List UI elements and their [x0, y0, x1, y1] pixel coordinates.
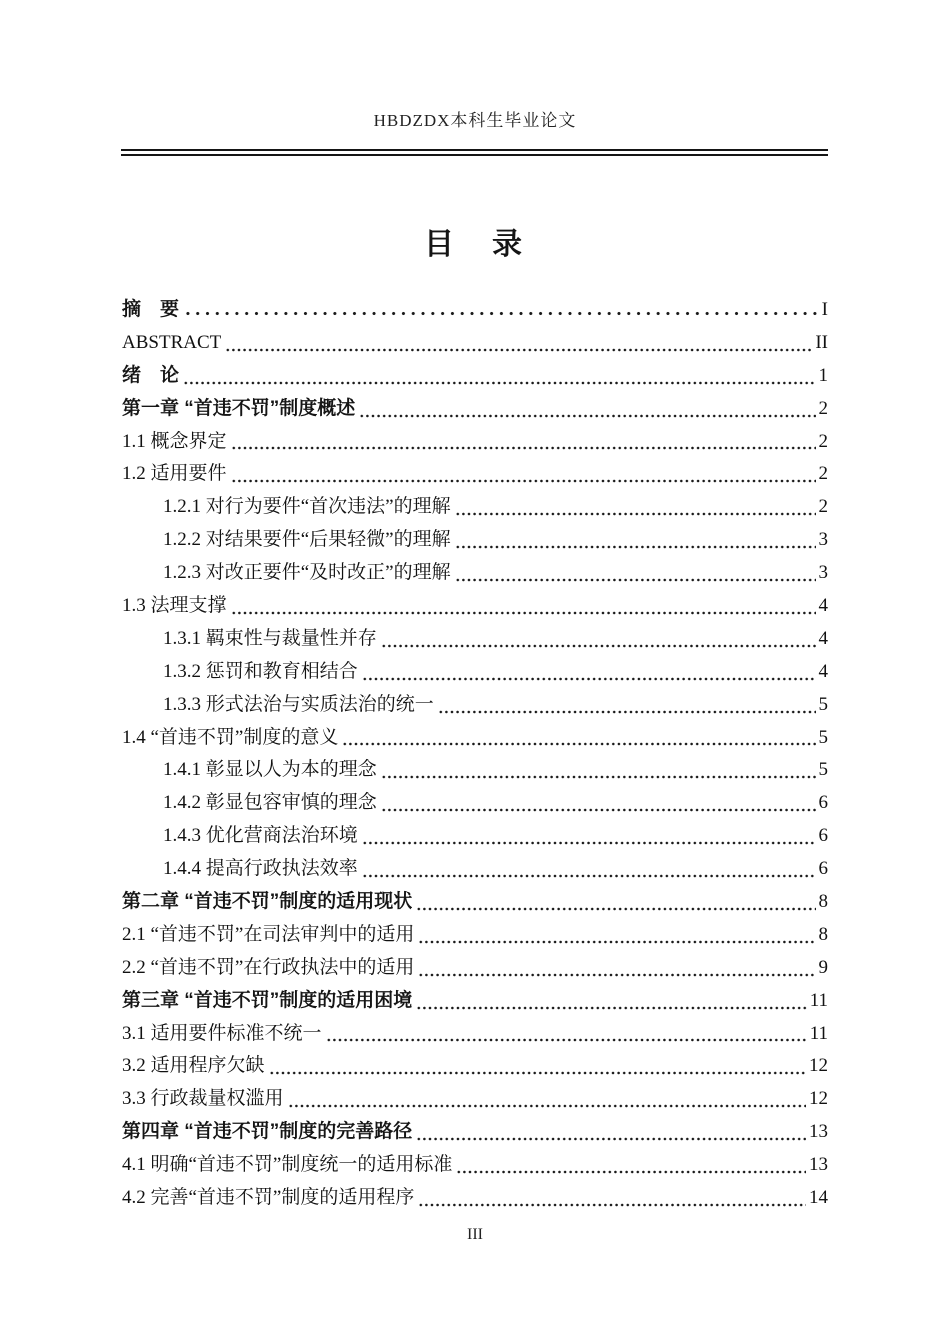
toc-entry[interactable] [122, 985, 828, 1018]
toc-dot-leader [455, 557, 816, 590]
toc-dot-leader [362, 853, 816, 886]
toc-list [122, 294, 828, 1215]
toc-page-number: 3 [818, 529, 828, 551]
header-double-rule [121, 149, 828, 156]
toc-entry-label: 1.3.3 形式法治与实质法治的统一 [163, 693, 434, 715]
toc-dot-leader [381, 623, 816, 656]
toc-page-number: 9 [818, 956, 828, 978]
toc-dot-leader [342, 722, 815, 755]
toc-entry-label: 1.4.4 提高行政执法效率 [163, 858, 358, 880]
toc-page-number: 6 [818, 858, 828, 880]
toc-page-number: 1 [818, 364, 828, 386]
toc-dot-leader [418, 952, 815, 985]
toc-entry[interactable] [122, 327, 828, 360]
toc-entry-label: 2.2 “首违不罚”在行政执法中的适用 [122, 956, 415, 978]
toc-entry[interactable] [122, 1149, 828, 1182]
toc-entry[interactable] [122, 656, 828, 689]
toc-entry[interactable] [122, 787, 828, 820]
toc-entry-label: 1.3 法理支撑 [122, 595, 227, 617]
toc-entry-label: 1.4.1 彰显以人为本的理念 [163, 759, 377, 781]
toc-entry-label: 4.1 明确“首违不罚”制度统一的适用标准 [122, 1154, 453, 1176]
toc-entry-label: 第一章 “首违不罚”制度概述 [122, 397, 356, 419]
toc-page-number: 6 [818, 792, 828, 814]
toc-dot-leader [362, 820, 816, 853]
toc-dot-leader [455, 524, 816, 557]
toc-entry[interactable] [122, 754, 828, 787]
toc-entry-label: 绪 论 [122, 364, 180, 386]
page-header-running-title: HBDZDX本科生毕业论文 [373, 111, 577, 130]
toc-dot-leader [438, 689, 816, 722]
toc-entry-label: 第三章 “首违不罚”制度的适用困境 [122, 989, 413, 1011]
toc-dot-leader [416, 985, 806, 1018]
toc-page-number: 4 [818, 595, 828, 617]
toc-entry[interactable] [122, 590, 828, 623]
toc-dot-leader [381, 754, 816, 787]
toc-dot-leader [455, 491, 816, 524]
toc-page-number: I [821, 299, 828, 320]
toc-entry[interactable] [122, 623, 828, 656]
toc-entry[interactable] [122, 491, 828, 524]
toc-page-number: II [815, 331, 828, 353]
toc-dot-leader [416, 886, 815, 919]
toc-page-number: 2 [818, 463, 828, 485]
toc-entry[interactable] [122, 919, 828, 952]
toc-entry-label: 4.2 完善“首违不罚”制度的适用程序 [122, 1187, 415, 1209]
toc-entry-label: 1.2.3 对改正要件“及时改正”的理解 [163, 562, 451, 584]
toc-page-number: 13 [809, 1121, 828, 1143]
toc-page-number: 2 [818, 397, 828, 419]
toc-page-number: 11 [809, 989, 828, 1011]
toc-dot-leader [231, 458, 816, 491]
toc-dot-leader [362, 656, 816, 689]
toc-dot-leader [381, 787, 816, 820]
toc-page-number: 8 [818, 891, 828, 913]
toc-dot-leader [231, 590, 816, 623]
toc-dot-leader [183, 294, 819, 327]
toc-entry-label: 1.4.2 彰显包容审慎的理念 [163, 792, 377, 814]
toc-entry[interactable] [122, 1083, 828, 1116]
toc-entry[interactable] [122, 393, 828, 426]
toc-page-number: 4 [818, 660, 828, 682]
toc-page-number: 13 [809, 1154, 828, 1176]
toc-entry-label: ABSTRACT [122, 331, 222, 353]
toc-page-number: 5 [818, 693, 828, 715]
toc-page-number: 5 [818, 726, 828, 748]
toc-entry[interactable] [122, 1050, 828, 1083]
toc-entry[interactable] [122, 952, 828, 985]
toc-dot-leader [418, 1182, 806, 1215]
toc-entry-label: 第四章 “首违不罚”制度的完善路径 [122, 1121, 413, 1143]
toc-entry[interactable] [122, 1116, 828, 1149]
toc-page-number: 14 [809, 1187, 828, 1209]
toc-dot-leader [418, 919, 815, 952]
toc-dot-leader [183, 360, 815, 393]
toc-entry[interactable] [122, 853, 828, 886]
toc-page-number: 2 [818, 430, 828, 452]
toc-dot-leader [231, 426, 816, 459]
toc-entry[interactable] [122, 524, 828, 557]
toc-entry[interactable] [122, 1182, 828, 1215]
toc-entry-label: 摘 要 [122, 299, 180, 320]
toc-entry-label: 3.2 适用程序欠缺 [122, 1055, 265, 1077]
toc-entry-label: 3.3 行政裁量权滥用 [122, 1088, 284, 1110]
toc-entry-label: 1.3.2 惩罚和教育相结合 [163, 660, 358, 682]
toc-entry-label: 1.2.1 对行为要件“首次违法”的理解 [163, 496, 451, 518]
toc-entry-label: 1.1 概念界定 [122, 430, 227, 452]
toc-dot-leader [225, 327, 812, 360]
toc-entry[interactable] [122, 820, 828, 853]
toc-entry[interactable] [122, 557, 828, 590]
toc-entry[interactable] [122, 294, 828, 327]
toc-page-number: 3 [818, 562, 828, 584]
toc-entry-label: 2.1 “首违不罚”在司法审判中的适用 [122, 923, 415, 945]
toc-entry[interactable] [122, 722, 828, 755]
toc-entry[interactable] [122, 1018, 828, 1051]
toc-dot-leader [326, 1018, 807, 1051]
toc-dot-leader [288, 1083, 806, 1116]
toc-dot-leader [269, 1050, 806, 1083]
toc-page-number: 12 [809, 1055, 828, 1077]
footer-page-number: III [467, 1226, 483, 1243]
toc-entry[interactable] [122, 360, 828, 393]
toc-entry-label: 3.1 适用要件标准不统一 [122, 1022, 322, 1044]
toc-dot-leader [416, 1116, 806, 1149]
toc-entry-label: 1.3.1 羁束性与裁量性并存 [163, 627, 377, 649]
toc-entry[interactable] [122, 458, 828, 491]
toc-page-number: 11 [809, 1022, 828, 1044]
toc-entry-label: 1.2.2 对结果要件“后果轻微”的理解 [163, 529, 451, 551]
toc-page-number: 5 [818, 759, 828, 781]
toc-entry-label: 第二章 “首违不罚”制度的适用现状 [122, 891, 413, 913]
toc-page-number: 2 [818, 496, 828, 518]
toc-dot-leader [456, 1149, 806, 1182]
toc-entry-label: 1.4.3 优化营商法治环境 [163, 825, 358, 847]
toc-entry[interactable] [122, 426, 828, 459]
toc-entry[interactable] [122, 689, 828, 722]
toc-entry-label: 1.2 适用要件 [122, 463, 227, 485]
toc-page-number: 12 [809, 1088, 828, 1110]
toc-entry[interactable] [122, 886, 828, 919]
toc-page-title: 目 录 [424, 228, 526, 261]
toc-page-number: 8 [818, 923, 828, 945]
toc-page-number: 4 [818, 627, 828, 649]
toc-page-number: 6 [818, 825, 828, 847]
toc-dot-leader [359, 393, 815, 426]
toc-entry-label: 1.4 “首违不罚”制度的意义 [122, 726, 339, 748]
